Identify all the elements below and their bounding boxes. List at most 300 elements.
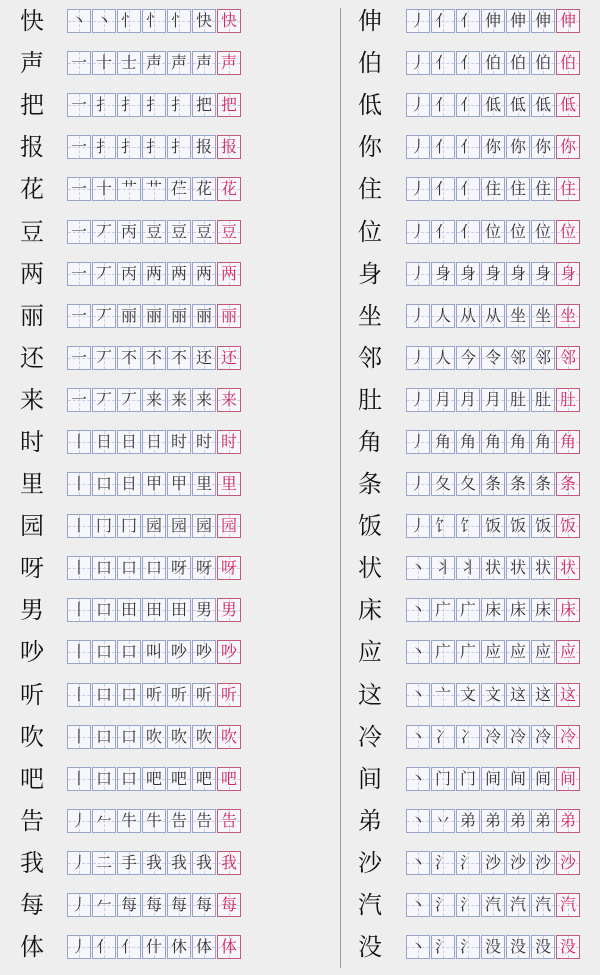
stroke-step: 日 — [120, 474, 137, 494]
stroke-step: 口 — [120, 684, 137, 704]
stroke-cell — [117, 851, 141, 875]
stroke-step: 伸 — [484, 11, 501, 31]
stroke-cell — [431, 640, 455, 664]
character-row — [340, 505, 600, 547]
stroke-cell — [167, 472, 191, 496]
character-row — [340, 926, 600, 968]
stroke-cell — [431, 598, 455, 622]
stroke-step: 丨 — [70, 768, 87, 788]
stroke-step: 住 — [509, 179, 526, 199]
stroke-cell — [217, 935, 241, 959]
stroke-step: 你 — [509, 137, 526, 157]
stroke-step: 一 — [70, 263, 87, 283]
stroke-step: 沙 — [509, 852, 526, 872]
stroke-cell — [142, 135, 166, 159]
stroke-cell — [531, 93, 555, 117]
stroke-cell — [92, 346, 116, 370]
stroke-step: 亻 — [120, 937, 137, 957]
stroke-cell — [92, 9, 116, 33]
stroke-cell — [142, 935, 166, 959]
stroke-grid — [67, 851, 242, 875]
stroke-grid — [406, 640, 581, 664]
stroke-step: 两 — [145, 263, 162, 283]
stroke-cell — [92, 93, 116, 117]
stroke-step: 丬 — [434, 558, 451, 578]
stroke-cell — [481, 388, 505, 412]
stroke-cell — [92, 430, 116, 454]
stroke-grid — [67, 93, 242, 117]
stroke-cell — [167, 346, 191, 370]
stroke-step: 时 — [170, 431, 187, 451]
stroke-step: 广 — [434, 642, 451, 662]
stroke-cell — [431, 430, 455, 454]
stroke-step: 广 — [434, 600, 451, 620]
stroke-step: 扌 — [145, 137, 162, 157]
character-row — [0, 0, 300, 42]
stroke-grid — [67, 598, 242, 622]
stroke-cell — [142, 851, 166, 875]
stroke-cell — [92, 725, 116, 749]
stroke-cell — [217, 262, 241, 286]
character-row — [340, 463, 600, 505]
stroke-cell — [167, 9, 191, 33]
stroke-step: 艹 — [145, 179, 162, 199]
stroke-cell — [481, 93, 505, 117]
stroke-step: 氵 — [459, 937, 476, 957]
character-label: 应 — [358, 638, 382, 667]
stroke-step: 应 — [484, 642, 501, 662]
character-row — [340, 295, 600, 337]
stroke-cell — [406, 809, 430, 833]
stroke-cell — [92, 220, 116, 244]
stroke-step: 丶 — [409, 810, 426, 830]
stroke-step: 丿 — [409, 53, 426, 73]
stroke-cell — [192, 851, 216, 875]
stroke-step: 间 — [509, 768, 526, 788]
stroke-cell — [217, 640, 241, 664]
character-row — [0, 758, 300, 800]
stroke-cell — [92, 472, 116, 496]
stroke-cell — [67, 177, 91, 201]
stroke-cell — [531, 262, 555, 286]
stroke-step: 手 — [120, 852, 137, 872]
stroke-cell — [456, 177, 480, 201]
stroke-cell — [117, 9, 141, 33]
stroke-step: 月 — [434, 389, 451, 409]
stroke-step: 扌 — [95, 95, 112, 115]
character-row — [0, 253, 300, 295]
stroke-step: 什 — [145, 937, 162, 957]
stroke-step: 园 — [170, 516, 187, 536]
stroke-cell — [506, 51, 530, 75]
stroke-step: 条 — [509, 474, 526, 494]
stroke-cell — [531, 556, 555, 580]
stroke-step: 男 — [195, 600, 212, 620]
stroke-step: 邻 — [509, 347, 526, 367]
stroke-cell — [142, 262, 166, 286]
stroke-step: 你 — [559, 137, 576, 157]
stroke-cell — [431, 9, 455, 33]
character-label: 住 — [358, 175, 382, 204]
character-label: 弟 — [358, 806, 382, 835]
stroke-grid — [406, 472, 581, 496]
stroke-cell — [167, 93, 191, 117]
stroke-step: 从 — [459, 305, 476, 325]
stroke-step: 丿 — [70, 895, 87, 915]
stroke-step: 丆 — [95, 389, 112, 409]
stroke-cell — [117, 683, 141, 707]
stroke-cell — [431, 304, 455, 328]
stroke-cell — [117, 430, 141, 454]
stroke-step: 冫 — [434, 726, 451, 746]
stroke-cell — [456, 935, 480, 959]
character-label: 我 — [20, 848, 44, 877]
stroke-cell — [556, 683, 580, 707]
stroke-step: 来 — [220, 389, 237, 409]
stroke-cell — [506, 262, 530, 286]
stroke-grid — [406, 177, 581, 201]
stroke-grid — [406, 683, 581, 707]
stroke-cell — [481, 809, 505, 833]
stroke-cell — [481, 430, 505, 454]
stroke-step: 园 — [145, 516, 162, 536]
stroke-step: 亻 — [459, 11, 476, 31]
stroke-step: 氵 — [434, 895, 451, 915]
stroke-step: 伯 — [534, 53, 551, 73]
stroke-cell — [531, 388, 555, 412]
stroke-step: 身 — [509, 263, 526, 283]
stroke-step: 丶 — [409, 726, 426, 746]
stroke-cell — [217, 725, 241, 749]
stroke-cell — [481, 514, 505, 538]
character-label: 呀 — [20, 554, 44, 583]
stroke-cell — [142, 177, 166, 201]
stroke-cell — [556, 51, 580, 75]
stroke-step: 丿 — [409, 305, 426, 325]
stroke-step: 一 — [70, 221, 87, 241]
stroke-cell — [506, 9, 530, 33]
stroke-cell — [167, 262, 191, 286]
stroke-step: 呀 — [170, 558, 187, 578]
stroke-cell — [217, 135, 241, 159]
stroke-step: 呀 — [195, 558, 212, 578]
stroke-cell — [431, 556, 455, 580]
stroke-step: 吧 — [145, 768, 162, 788]
stroke-step: 伯 — [484, 53, 501, 73]
character-label: 低 — [358, 91, 382, 120]
stroke-cell — [506, 135, 530, 159]
stroke-step: 丆 — [95, 221, 112, 241]
stroke-step: 口 — [145, 558, 162, 578]
stroke-step: 丿 — [409, 137, 426, 157]
stroke-step: 伯 — [509, 53, 526, 73]
stroke-cell — [506, 725, 530, 749]
character-label: 身 — [358, 259, 382, 288]
stroke-step: 扌 — [170, 95, 187, 115]
stroke-cell — [92, 640, 116, 664]
stroke-step: 田 — [120, 600, 137, 620]
stroke-cell — [142, 388, 166, 412]
character-label: 吵 — [20, 638, 44, 667]
stroke-step: 冂 — [120, 516, 137, 536]
stroke-cell — [481, 9, 505, 33]
stroke-step: 口 — [120, 768, 137, 788]
stroke-step: 亻 — [459, 179, 476, 199]
stroke-cell — [531, 472, 555, 496]
stroke-step: 床 — [484, 600, 501, 620]
character-row — [0, 421, 300, 463]
stroke-step: 月 — [484, 389, 501, 409]
stroke-cell — [167, 51, 191, 75]
stroke-step: 丽 — [120, 305, 137, 325]
stroke-cell — [456, 514, 480, 538]
character-label: 听 — [20, 680, 44, 709]
stroke-step: 饭 — [509, 516, 526, 536]
stroke-step: 扌 — [95, 137, 112, 157]
stroke-step: 日 — [145, 431, 162, 451]
stroke-grid — [67, 304, 242, 328]
stroke-step: 体 — [195, 937, 212, 957]
stroke-step: 丽 — [220, 305, 237, 325]
stroke-cell — [217, 304, 241, 328]
stroke-grid — [406, 514, 581, 538]
character-label: 每 — [20, 891, 44, 920]
stroke-step: 牛 — [145, 810, 162, 830]
stroke-step: 两 — [220, 263, 237, 283]
stroke-step: 丨 — [70, 726, 87, 746]
stroke-cell — [92, 767, 116, 791]
stroke-cell — [481, 935, 505, 959]
stroke-cell — [67, 640, 91, 664]
stroke-step: 丙 — [120, 263, 137, 283]
stroke-step: 低 — [509, 95, 526, 115]
stroke-step: 丽 — [145, 305, 162, 325]
stroke-step: 间 — [534, 768, 551, 788]
stroke-cell — [142, 809, 166, 833]
stroke-cell — [192, 51, 216, 75]
stroke-step: 汽 — [559, 895, 576, 915]
stroke-step: 里 — [220, 474, 237, 494]
stroke-cell — [406, 514, 430, 538]
stroke-step: 广 — [459, 600, 476, 620]
stroke-cell — [92, 388, 116, 412]
stroke-cell — [117, 93, 141, 117]
stroke-cell — [506, 388, 530, 412]
stroke-cell — [556, 177, 580, 201]
stroke-cell — [167, 725, 191, 749]
stroke-step: 丨 — [70, 600, 87, 620]
stroke-step: 一 — [70, 305, 87, 325]
stroke-step: 亻 — [434, 179, 451, 199]
stroke-cell — [481, 556, 505, 580]
stroke-cell — [167, 514, 191, 538]
stroke-cell — [406, 683, 430, 707]
stroke-cell — [456, 430, 480, 454]
stroke-step: 吵 — [220, 642, 237, 662]
stroke-grid — [67, 935, 242, 959]
stroke-step: 男 — [220, 600, 237, 620]
stroke-cell — [531, 640, 555, 664]
character-row — [340, 337, 600, 379]
stroke-step: 芢 — [170, 179, 187, 199]
stroke-cell — [217, 388, 241, 412]
character-row — [0, 295, 300, 337]
stroke-cell — [192, 430, 216, 454]
stroke-step: 一 — [70, 179, 87, 199]
stroke-step: 亻 — [459, 221, 476, 241]
stroke-cell — [456, 220, 480, 244]
stroke-step: 口 — [120, 558, 137, 578]
stroke-step: 吧 — [220, 768, 237, 788]
stroke-step: 住 — [534, 179, 551, 199]
stroke-step: 角 — [484, 431, 501, 451]
right-column — [340, 0, 600, 968]
stroke-cell — [92, 809, 116, 833]
stroke-cell — [192, 262, 216, 286]
stroke-step: 汽 — [534, 895, 551, 915]
stroke-step: 里 — [195, 474, 212, 494]
stroke-cell — [531, 177, 555, 201]
stroke-step: 位 — [559, 221, 576, 241]
stroke-cell — [506, 683, 530, 707]
stroke-cell — [531, 135, 555, 159]
stroke-cell — [481, 262, 505, 286]
stroke-step: 丨 — [70, 516, 87, 536]
stroke-step: 从 — [484, 305, 501, 325]
stroke-cell — [406, 388, 430, 412]
stroke-cell — [456, 598, 480, 622]
stroke-cell — [481, 725, 505, 749]
stroke-step: 丨 — [70, 684, 87, 704]
character-label: 里 — [20, 470, 44, 499]
stroke-step: 文 — [484, 684, 501, 704]
stroke-step: 没 — [534, 937, 551, 957]
stroke-step: 叫 — [145, 642, 162, 662]
character-label: 把 — [20, 91, 44, 120]
stroke-cell — [167, 556, 191, 580]
stroke-cell — [431, 93, 455, 117]
stroke-cell — [117, 346, 141, 370]
stroke-cell — [556, 767, 580, 791]
stroke-cell — [481, 346, 505, 370]
stroke-cell — [481, 893, 505, 917]
stroke-step: 饭 — [534, 516, 551, 536]
stroke-step: 快 — [220, 11, 237, 31]
stroke-cell — [142, 346, 166, 370]
stroke-cell — [142, 556, 166, 580]
character-row — [0, 589, 300, 631]
stroke-cell — [67, 135, 91, 159]
stroke-step: 日 — [120, 431, 137, 451]
stroke-cell — [531, 346, 555, 370]
stroke-step: 吹 — [195, 726, 212, 746]
stroke-cell — [406, 725, 430, 749]
character-row — [340, 42, 600, 84]
stroke-cell — [142, 767, 166, 791]
stroke-step: 丿 — [70, 810, 87, 830]
stroke-cell — [192, 683, 216, 707]
character-label: 肚 — [358, 385, 382, 414]
stroke-step: 甲 — [170, 474, 187, 494]
stroke-step: 没 — [484, 937, 501, 957]
stroke-step: 你 — [534, 137, 551, 157]
stroke-grid — [406, 556, 581, 580]
character-row — [0, 716, 300, 758]
stroke-step: 听 — [145, 684, 162, 704]
stroke-cell — [167, 893, 191, 917]
stroke-cell — [142, 93, 166, 117]
stroke-cell — [167, 220, 191, 244]
character-label: 条 — [358, 470, 382, 499]
stroke-step: 沙 — [559, 852, 576, 872]
stroke-step: 口 — [95, 600, 112, 620]
stroke-grid — [406, 93, 581, 117]
stroke-cell — [431, 725, 455, 749]
stroke-step: 丽 — [170, 305, 187, 325]
stroke-cell — [456, 767, 480, 791]
stroke-cell — [192, 893, 216, 917]
stroke-step: 氵 — [459, 852, 476, 872]
stroke-step: 吵 — [195, 642, 212, 662]
stroke-step: 来 — [170, 389, 187, 409]
character-row — [0, 547, 300, 589]
stroke-cell — [506, 304, 530, 328]
stroke-cell — [556, 388, 580, 412]
stroke-cell — [506, 93, 530, 117]
stroke-step: 丿 — [70, 852, 87, 872]
stroke-cell — [92, 556, 116, 580]
stroke-step: 十 — [95, 53, 112, 73]
stroke-cell — [167, 177, 191, 201]
stroke-step: 饭 — [559, 516, 576, 536]
stroke-grid — [406, 346, 581, 370]
stroke-cell — [67, 683, 91, 707]
stroke-cell — [142, 430, 166, 454]
stroke-step: 这 — [509, 684, 526, 704]
stroke-cell — [531, 935, 555, 959]
stroke-step: 丶 — [95, 11, 112, 31]
stroke-step: 丿 — [409, 11, 426, 31]
stroke-cell — [142, 598, 166, 622]
stroke-step: 口 — [120, 642, 137, 662]
stroke-grid — [67, 893, 242, 917]
stroke-step: 角 — [509, 431, 526, 451]
stroke-step: 来 — [195, 389, 212, 409]
stroke-cell — [142, 640, 166, 664]
stroke-cell — [167, 640, 191, 664]
stroke-cell — [192, 935, 216, 959]
stroke-step: 今 — [459, 347, 476, 367]
stroke-cell — [531, 430, 555, 454]
stroke-cell — [192, 304, 216, 328]
stroke-cell — [456, 304, 480, 328]
stroke-step: 田 — [170, 600, 187, 620]
character-label: 吹 — [20, 722, 44, 751]
stroke-cell — [92, 851, 116, 875]
stroke-step: 亻 — [434, 95, 451, 115]
stroke-step: 时 — [220, 431, 237, 451]
stroke-cell — [167, 809, 191, 833]
stroke-cell — [192, 177, 216, 201]
stroke-cell — [117, 767, 141, 791]
stroke-step: 状 — [484, 558, 501, 578]
stroke-step: 报 — [220, 137, 237, 157]
stroke-step: 亻 — [95, 937, 112, 957]
stroke-step: 广 — [459, 642, 476, 662]
stroke-step: 口 — [95, 558, 112, 578]
stroke-cell — [531, 51, 555, 75]
stroke-grid — [67, 9, 242, 33]
